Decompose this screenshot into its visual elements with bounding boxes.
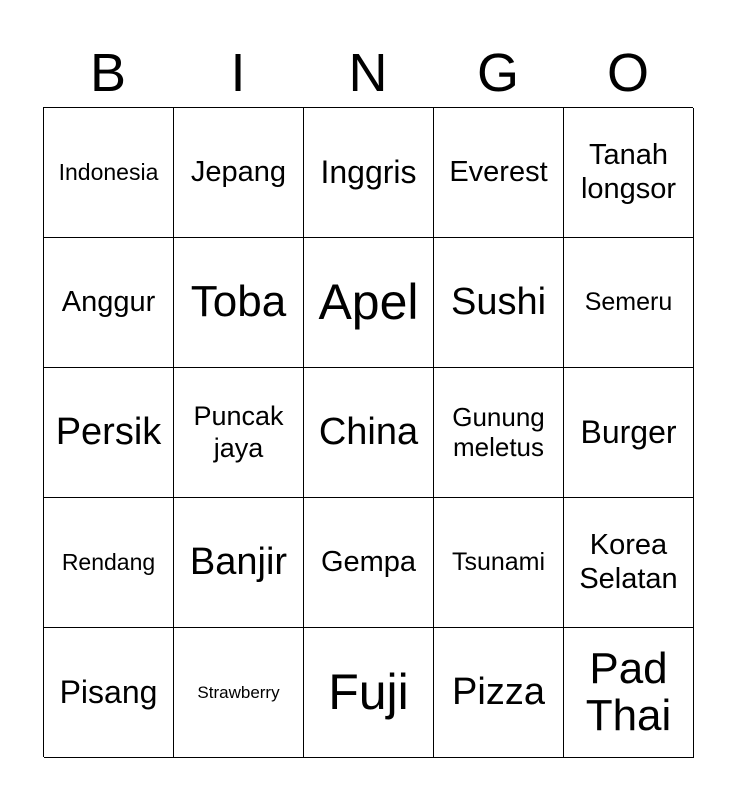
header-letter-g: G — [476, 43, 519, 103]
cell-text: Sushi — [450, 280, 547, 323]
cell-text: Rendang — [61, 549, 156, 576]
bingo-cell[interactable] — [434, 238, 564, 368]
bingo-header — [43, 40, 693, 106]
bingo-cell[interactable] — [564, 238, 694, 368]
bingo-cell[interactable] — [434, 368, 564, 498]
bingo-cell[interactable] — [44, 628, 174, 758]
bingo-cell[interactable] — [564, 368, 694, 498]
cell-text: Pisang — [59, 674, 158, 711]
bingo-cell[interactable] — [304, 368, 434, 498]
cell-text: Anggur — [61, 285, 156, 318]
bingo-cell[interactable] — [44, 368, 174, 498]
cell-text: Banjir — [189, 540, 288, 583]
cell-text: Strawberry — [197, 682, 280, 702]
cell-text: Inggris — [320, 154, 417, 191]
bingo-cell[interactable] — [304, 238, 434, 368]
bingo-cell[interactable] — [434, 108, 564, 238]
bingo-cell[interactable] — [174, 108, 304, 238]
bingo-board — [43, 107, 693, 757]
cell-text: Korea Selatan — [579, 529, 678, 595]
bingo-cell[interactable] — [174, 368, 304, 498]
bingo-cell[interactable] — [564, 498, 694, 628]
bingo-cell[interactable] — [304, 498, 434, 628]
cell-text: Persik — [55, 410, 162, 453]
bingo-cell[interactable] — [174, 628, 304, 758]
cell-text: Puncak jaya — [193, 401, 284, 463]
cell-text: Toba — [190, 277, 287, 327]
bingo-cell[interactable] — [434, 628, 564, 758]
header-letter-n: N — [348, 43, 388, 103]
bingo-cell[interactable] — [44, 498, 174, 628]
cell-text: Gempa — [320, 545, 417, 578]
cell-text: Tsunami — [451, 548, 546, 577]
cell-text: Everest — [449, 155, 548, 188]
cell-text: Semeru — [584, 288, 673, 317]
cell-text: Pizza — [452, 670, 545, 713]
cell-text: China — [318, 410, 419, 453]
cell-text: Fuji — [328, 663, 409, 720]
cell-text: Jepang — [190, 155, 287, 188]
cell-text: Burger — [580, 414, 677, 451]
bingo-cell[interactable] — [564, 108, 694, 238]
bingo-cell[interactable] — [304, 108, 434, 238]
cell-text: Gunung meletus — [452, 401, 545, 462]
bingo-cell[interactable] — [564, 628, 694, 758]
header-letter-b: B — [89, 43, 127, 103]
bingo-cell[interactable] — [174, 238, 304, 368]
cell-text: Pad Thai — [585, 644, 672, 740]
bingo-cell[interactable] — [174, 498, 304, 628]
cell-text: Apel — [318, 273, 419, 330]
cell-text: Indonesia — [58, 159, 159, 186]
cell-text: Tanah longsor — [580, 139, 677, 205]
bingo-cell[interactable] — [44, 108, 174, 238]
header-letter-i: I — [230, 43, 246, 103]
bingo-cell[interactable] — [44, 238, 174, 368]
header-letter-o: O — [606, 43, 649, 103]
bingo-cell[interactable] — [434, 498, 564, 628]
bingo-cell[interactable] — [304, 628, 434, 758]
